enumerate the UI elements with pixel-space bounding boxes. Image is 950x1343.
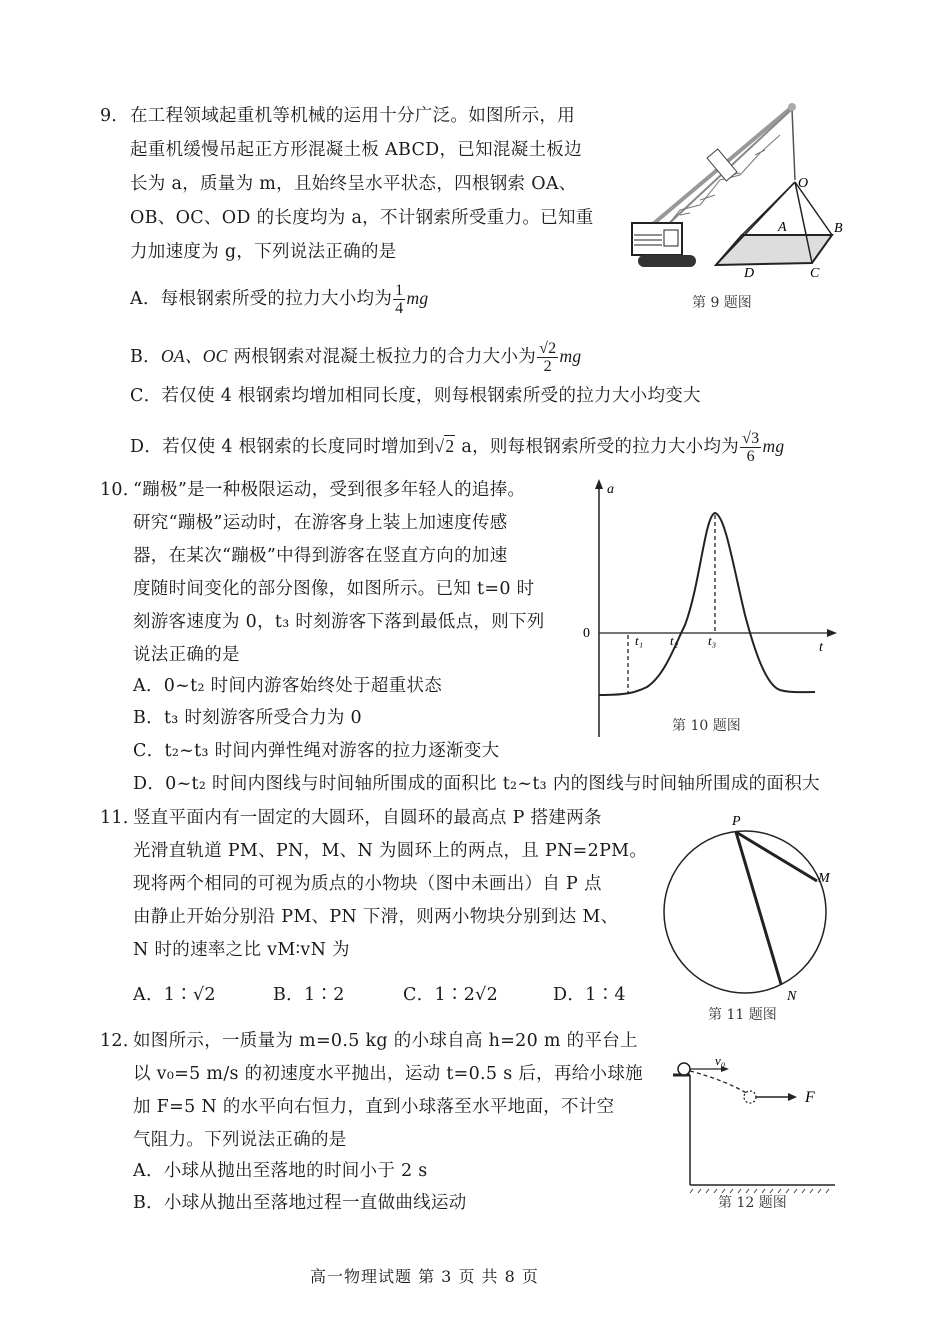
q11-option-b[interactable]: B．1∶2 [273, 985, 345, 1005]
q9-option-d[interactable]: D．若仅使 4 根钢索的长度同时增加到√2 a，则每根钢索所受的拉力大小均为 $\frac{√3}{6}$ mg [130, 430, 785, 465]
q12-stem-line: 气阻力。下列说法正确的是 [133, 1130, 347, 1150]
q11-stem-line: 现将两个相同的可视为质点的小物块（图中未画出）自 P 点 [133, 874, 602, 894]
x-axis-label: t [819, 640, 823, 655]
acceleration-time-graph [575, 475, 845, 740]
y-axis-label: a [607, 482, 614, 497]
fraction: $\frac{√3}{6}$ [742, 430, 760, 465]
q11-stem-line: 由静止开始分别沿 PM、PN 下滑，则两小物块分别到达 M、 [133, 907, 619, 927]
tick-t3: t₃ [708, 633, 717, 648]
q10-option-c[interactable]: C．t₂~t₃ 时间内弹性绳对游客的拉力逐渐变大 [133, 741, 500, 761]
q10-stem-line: 器，在某次“蹦极”中得到游客在竖直方向的加速 [133, 546, 508, 566]
q9-stem-line: 长为 a，质量为 m，且始终呈水平状态，四根钢索 OA、 [130, 174, 577, 194]
q9-option-a[interactable]: A．每根钢索所受的拉力大小均为 $\frac{1}{4}$ mg [130, 282, 429, 317]
figure-caption: 第 11 题图 [708, 1007, 777, 1023]
q12-stem-line: 如图所示，一质量为 m=0.5 kg 的小球自高 h=20 m 的平台上 [133, 1031, 638, 1051]
q9-option-c[interactable]: C．若仅使 4 根钢索均增加相同长度，则每根钢索所受的拉力大小均变大 [130, 386, 701, 406]
q11-option-c[interactable]: C．1∶2√2 [403, 985, 499, 1005]
q12-number: 12． [100, 1031, 141, 1051]
q11-option-a[interactable]: A．1∶√2 [133, 985, 216, 1005]
label-b: B [834, 221, 843, 236]
sqrt: √2 [434, 436, 455, 456]
q10-option-a[interactable]: A．0~t₂ 时间内游客始终处于超重状态 [133, 676, 443, 696]
fraction: $\frac{√2}{2}$ [539, 340, 557, 375]
label-f: F [805, 1089, 815, 1106]
label-m: M [818, 871, 830, 886]
q10-stem-line: 说法正确的是 [133, 645, 240, 665]
q12-stem-line: 加 F=5 N 的水平向右恒力，直到小球落至水平地面，不计空 [133, 1097, 615, 1117]
q11-stem-line: N 时的速率之比 vM∶vN 为 [133, 940, 350, 960]
circle-figure [650, 810, 850, 1010]
label-d: D [744, 266, 755, 281]
q12-stem-line: 以 v₀=5 m/s 的初速度水平抛出，运动 t=0.5 s 后，再给小球施 [133, 1064, 643, 1084]
q11-option-d[interactable]: D．1∶4 [553, 985, 626, 1005]
q9-number: 9． [100, 106, 130, 126]
figure-caption: 第 9 题图 [692, 295, 752, 311]
fraction: $\frac{1}{4}$ [395, 282, 404, 317]
q10-option-b[interactable]: B．t₃ 时刻游客所受合力为 0 [133, 708, 362, 728]
q9-option-b[interactable]: B．OA、OC 两根钢索对混凝土板拉力的合力大小为 $\frac{√2}{2}$ mg [130, 340, 582, 375]
label-v0: v₀ [715, 1053, 726, 1068]
label-o: O [798, 176, 809, 191]
figure-caption: 第 10 题图 [672, 718, 741, 734]
q11-number: 11． [100, 808, 141, 828]
q11-stem-line: 光滑直轨道 PM、PN，M、N 为圆环上的两点，且 PN=2PM。 [133, 841, 648, 861]
q11-stem-line: 竖直平面内有一固定的大圆环，自圆环的最高点 P 搭建两条 [133, 808, 602, 828]
q10-stem-line: 度随时间变化的部分图像，如图所示。已知 t=0 时 [133, 579, 535, 599]
q10-stem-line: 刻游客速度为 0，t₃ 时刻游客下落到最低点，则下列 [133, 612, 545, 632]
projectile-figure [655, 1055, 845, 1190]
crane-figure [620, 95, 850, 285]
q9-stem-line: 在工程领域起重机等机械的运用十分广泛。如图所示，用 [130, 106, 575, 126]
q9-stem-line: 起重机缓慢吊起正方形混凝土板 ABCD，已知混凝土板边 [130, 140, 582, 160]
q10-number: 10． [100, 480, 141, 500]
q12-option-b[interactable]: B．小球从抛出至落地过程一直做曲线运动 [133, 1193, 467, 1213]
page-footer: 高一物理试题 第 3 页 共 8 页 [310, 1267, 539, 1286]
origin-label: 0 [583, 626, 590, 641]
q9-stem-line: 力加速度为 g，下列说法正确的是 [130, 242, 397, 262]
label-a: A [778, 220, 787, 235]
q12-option-a[interactable]: A．小球从抛出至落地的时间小于 2 s [133, 1161, 428, 1181]
q9-stem-line: OB、OC、OD 的长度均为 a，不计钢索所受重力。已知重 [130, 208, 594, 228]
label-p: P [732, 814, 741, 829]
label-n: N [787, 989, 797, 1004]
figure-caption: 第 12 题图 [718, 1195, 787, 1211]
q10-option-d[interactable]: D．0~t₂ 时间内图线与时间轴所围成的面积比 t₂~t₃ 内的图线与时间轴所围成的面积大 [133, 774, 820, 794]
tick-t2: t₂ [670, 633, 679, 648]
label-c: C [810, 266, 820, 281]
tick-t1: t₁ [635, 633, 644, 648]
q10-stem-line: 研究“蹦极”运动时，在游客身上装上加速度传感 [133, 513, 508, 533]
q10-stem-line: “蹦极”是一种极限运动，受到很多年轻人的追捧。 [133, 480, 526, 500]
